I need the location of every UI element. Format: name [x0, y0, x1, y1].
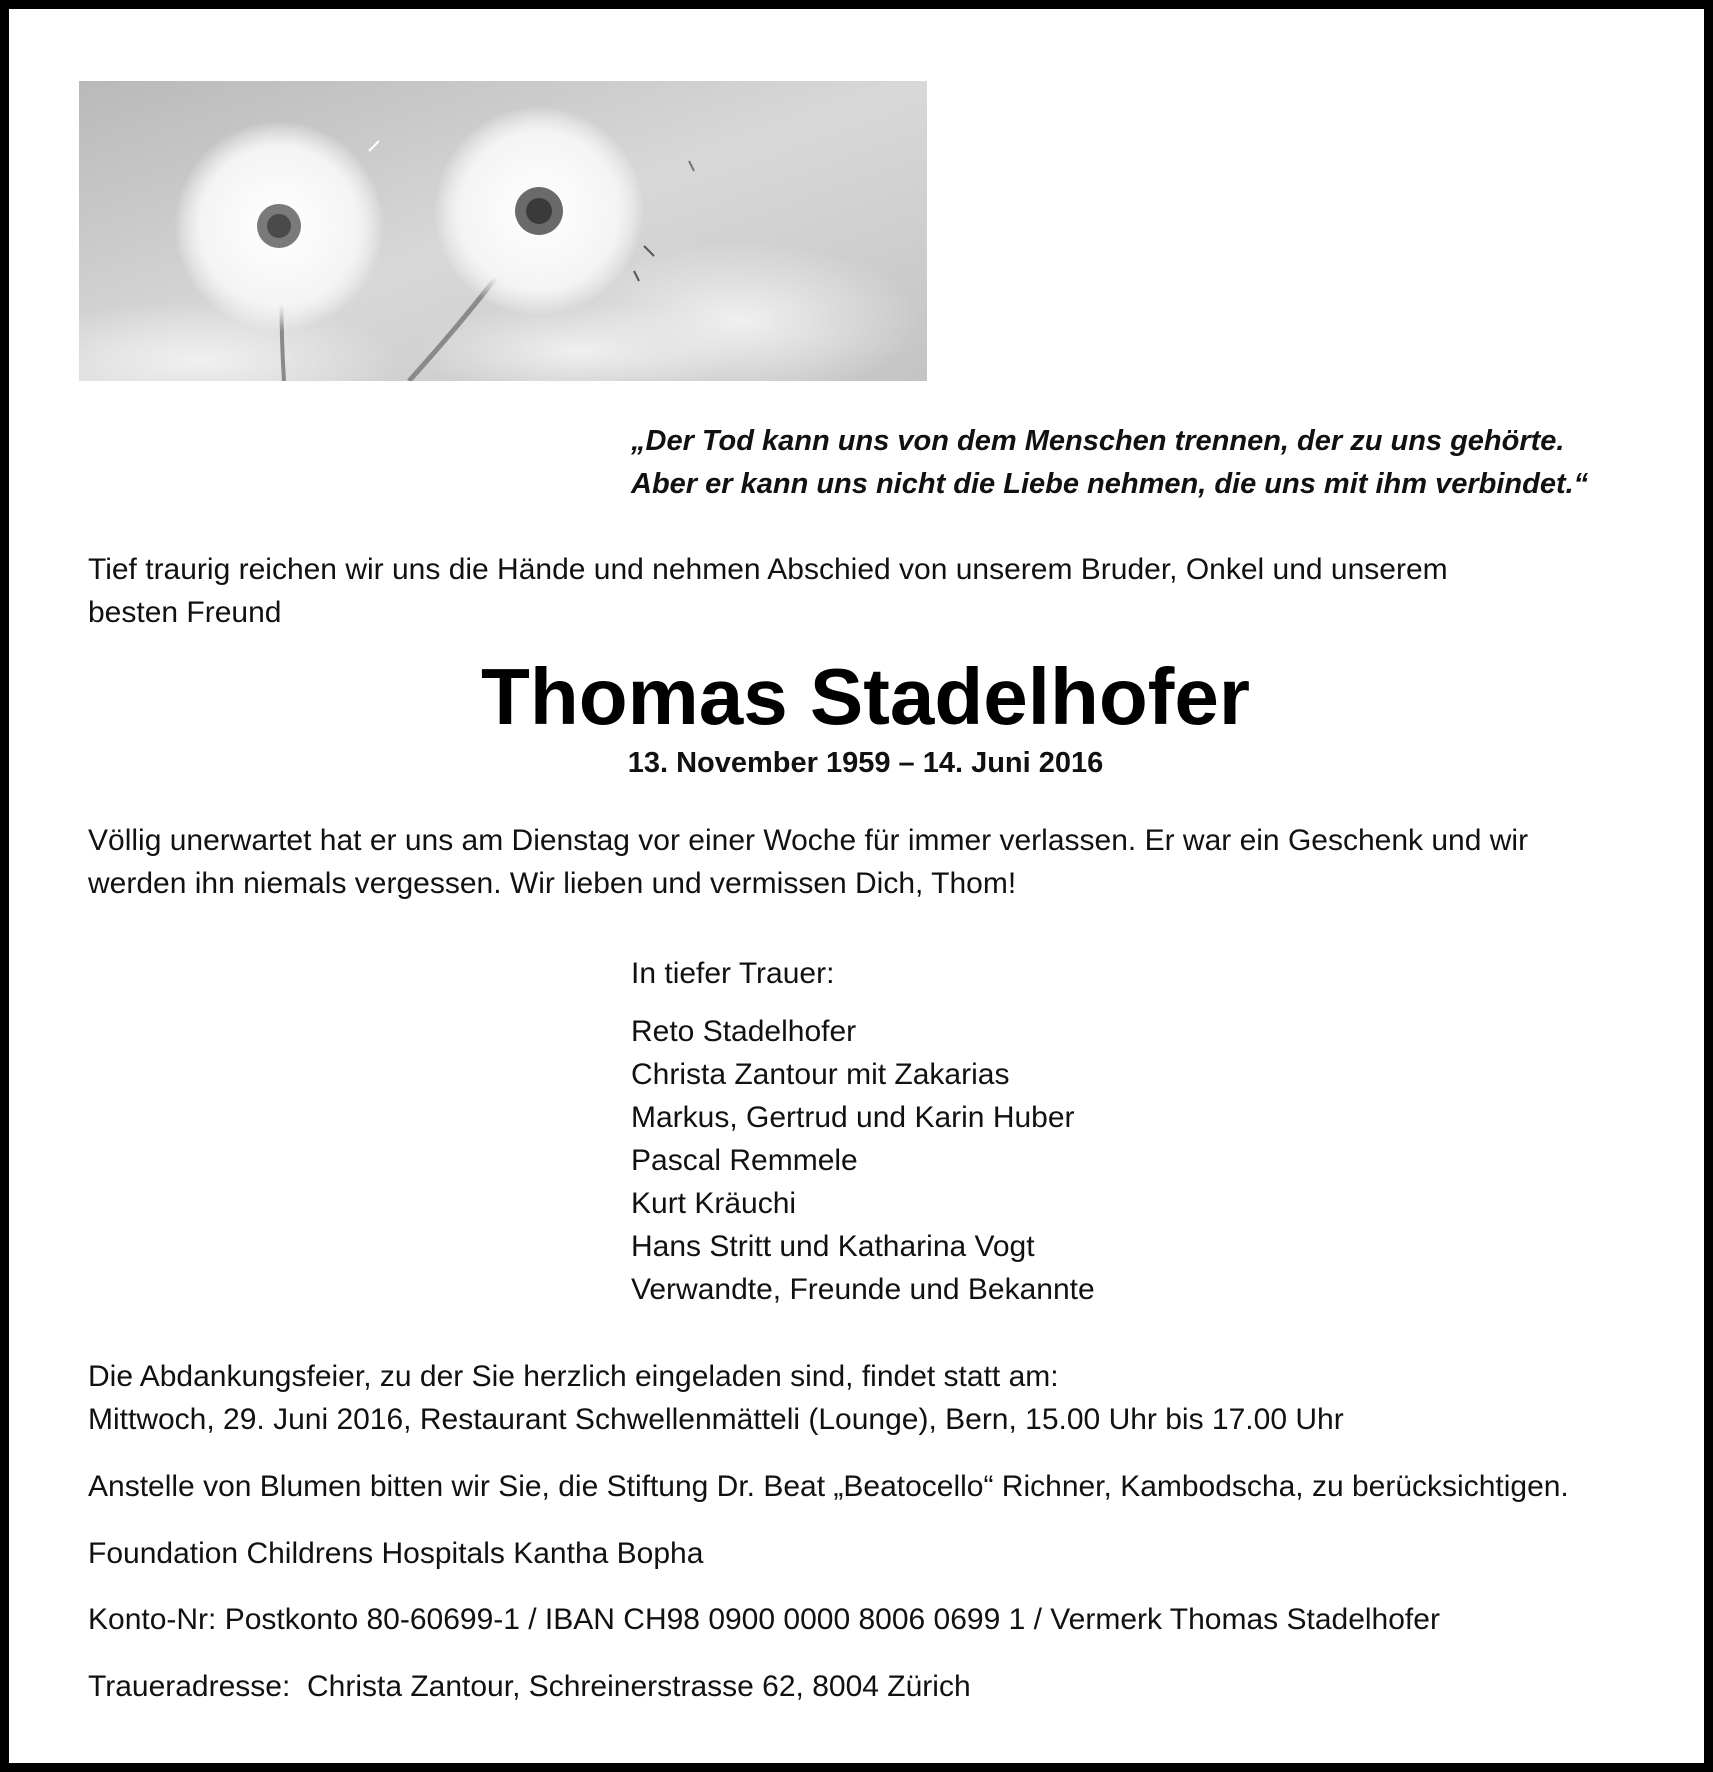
- deceased-name: Thomas Stadelhofer: [480, 652, 1251, 741]
- message-line-2: werden ihn niemals vergessen. Wir lieben und vermissen Dich, Thom!: [88, 867, 1017, 900]
- mourning-heading: In tiefer Trauer:: [631, 957, 835, 990]
- mourning-address: Traueradresse: Christa Zantour, Schreinerstrasse 62, 8004 Zürich: [88, 1670, 971, 1703]
- mourner-name: Reto Stadelhofer: [631, 1015, 857, 1048]
- ceremony-line-1: Die Abdankungsfeier, zu der Sie herzlich eingeladen sind, findet statt am:: [88, 1360, 1059, 1393]
- quote-line-2: Aber er kann uns nicht die Liebe nehmen, die uns mit ihm verbindet.“: [631, 468, 1589, 500]
- mourners-list: [631, 1010, 1095, 1311]
- mourner-name: Kurt Kräuchi: [631, 1187, 797, 1220]
- intro-line-1: Tief traurig reichen wir uns die Hände und nehmen Abschied von unserem Bruder, Onkel und unserem: [88, 553, 1448, 586]
- dandelion-photo: [79, 81, 927, 381]
- mourner-name: Hans Stritt und Katharina Vogt: [631, 1230, 1035, 1263]
- mourner-name: Markus, Gertrud und Karin Huber: [631, 1101, 1075, 1134]
- quote-line-1: „Der Tod kann uns von dem Menschen trennen, der zu uns gehörte.: [631, 425, 1565, 457]
- life-dates: 13. November 1959 – 14. Juni 2016: [627, 747, 1104, 779]
- account-details: Konto-Nr: Postkonto 80-60699-1 / IBAN CH98 0900 0000 8006 0699 1 / Vermerk Thomas Stadelhofer: [88, 1603, 1440, 1636]
- message-line-1: Völlig unerwartet hat er uns am Dienstag vor einer Woche für immer verlassen. Er war ein Geschenk und wir: [88, 824, 1529, 857]
- donation-request: Anstelle von Blumen bitten wir Sie, die Stiftung Dr. Beat „Beatocello“ Richner, Kambodscha, zu berücksichtigen.: [88, 1470, 1569, 1503]
- mourner-name: Verwandte, Freunde und Bekannte: [631, 1273, 1095, 1306]
- ceremony-line-2: Mittwoch, 29. Juni 2016, Restaurant Schwellenmätteli (Lounge), Bern, 15.00 Uhr bis 17.00 Uhr: [88, 1403, 1344, 1436]
- mourner-name: Christa Zantour mit Zakarias: [631, 1058, 1010, 1091]
- mourner-name: Pascal Remmele: [631, 1144, 858, 1177]
- foundation-name: Foundation Childrens Hospitals Kantha Bopha: [88, 1537, 704, 1570]
- intro-line-2: besten Freund: [88, 596, 282, 629]
